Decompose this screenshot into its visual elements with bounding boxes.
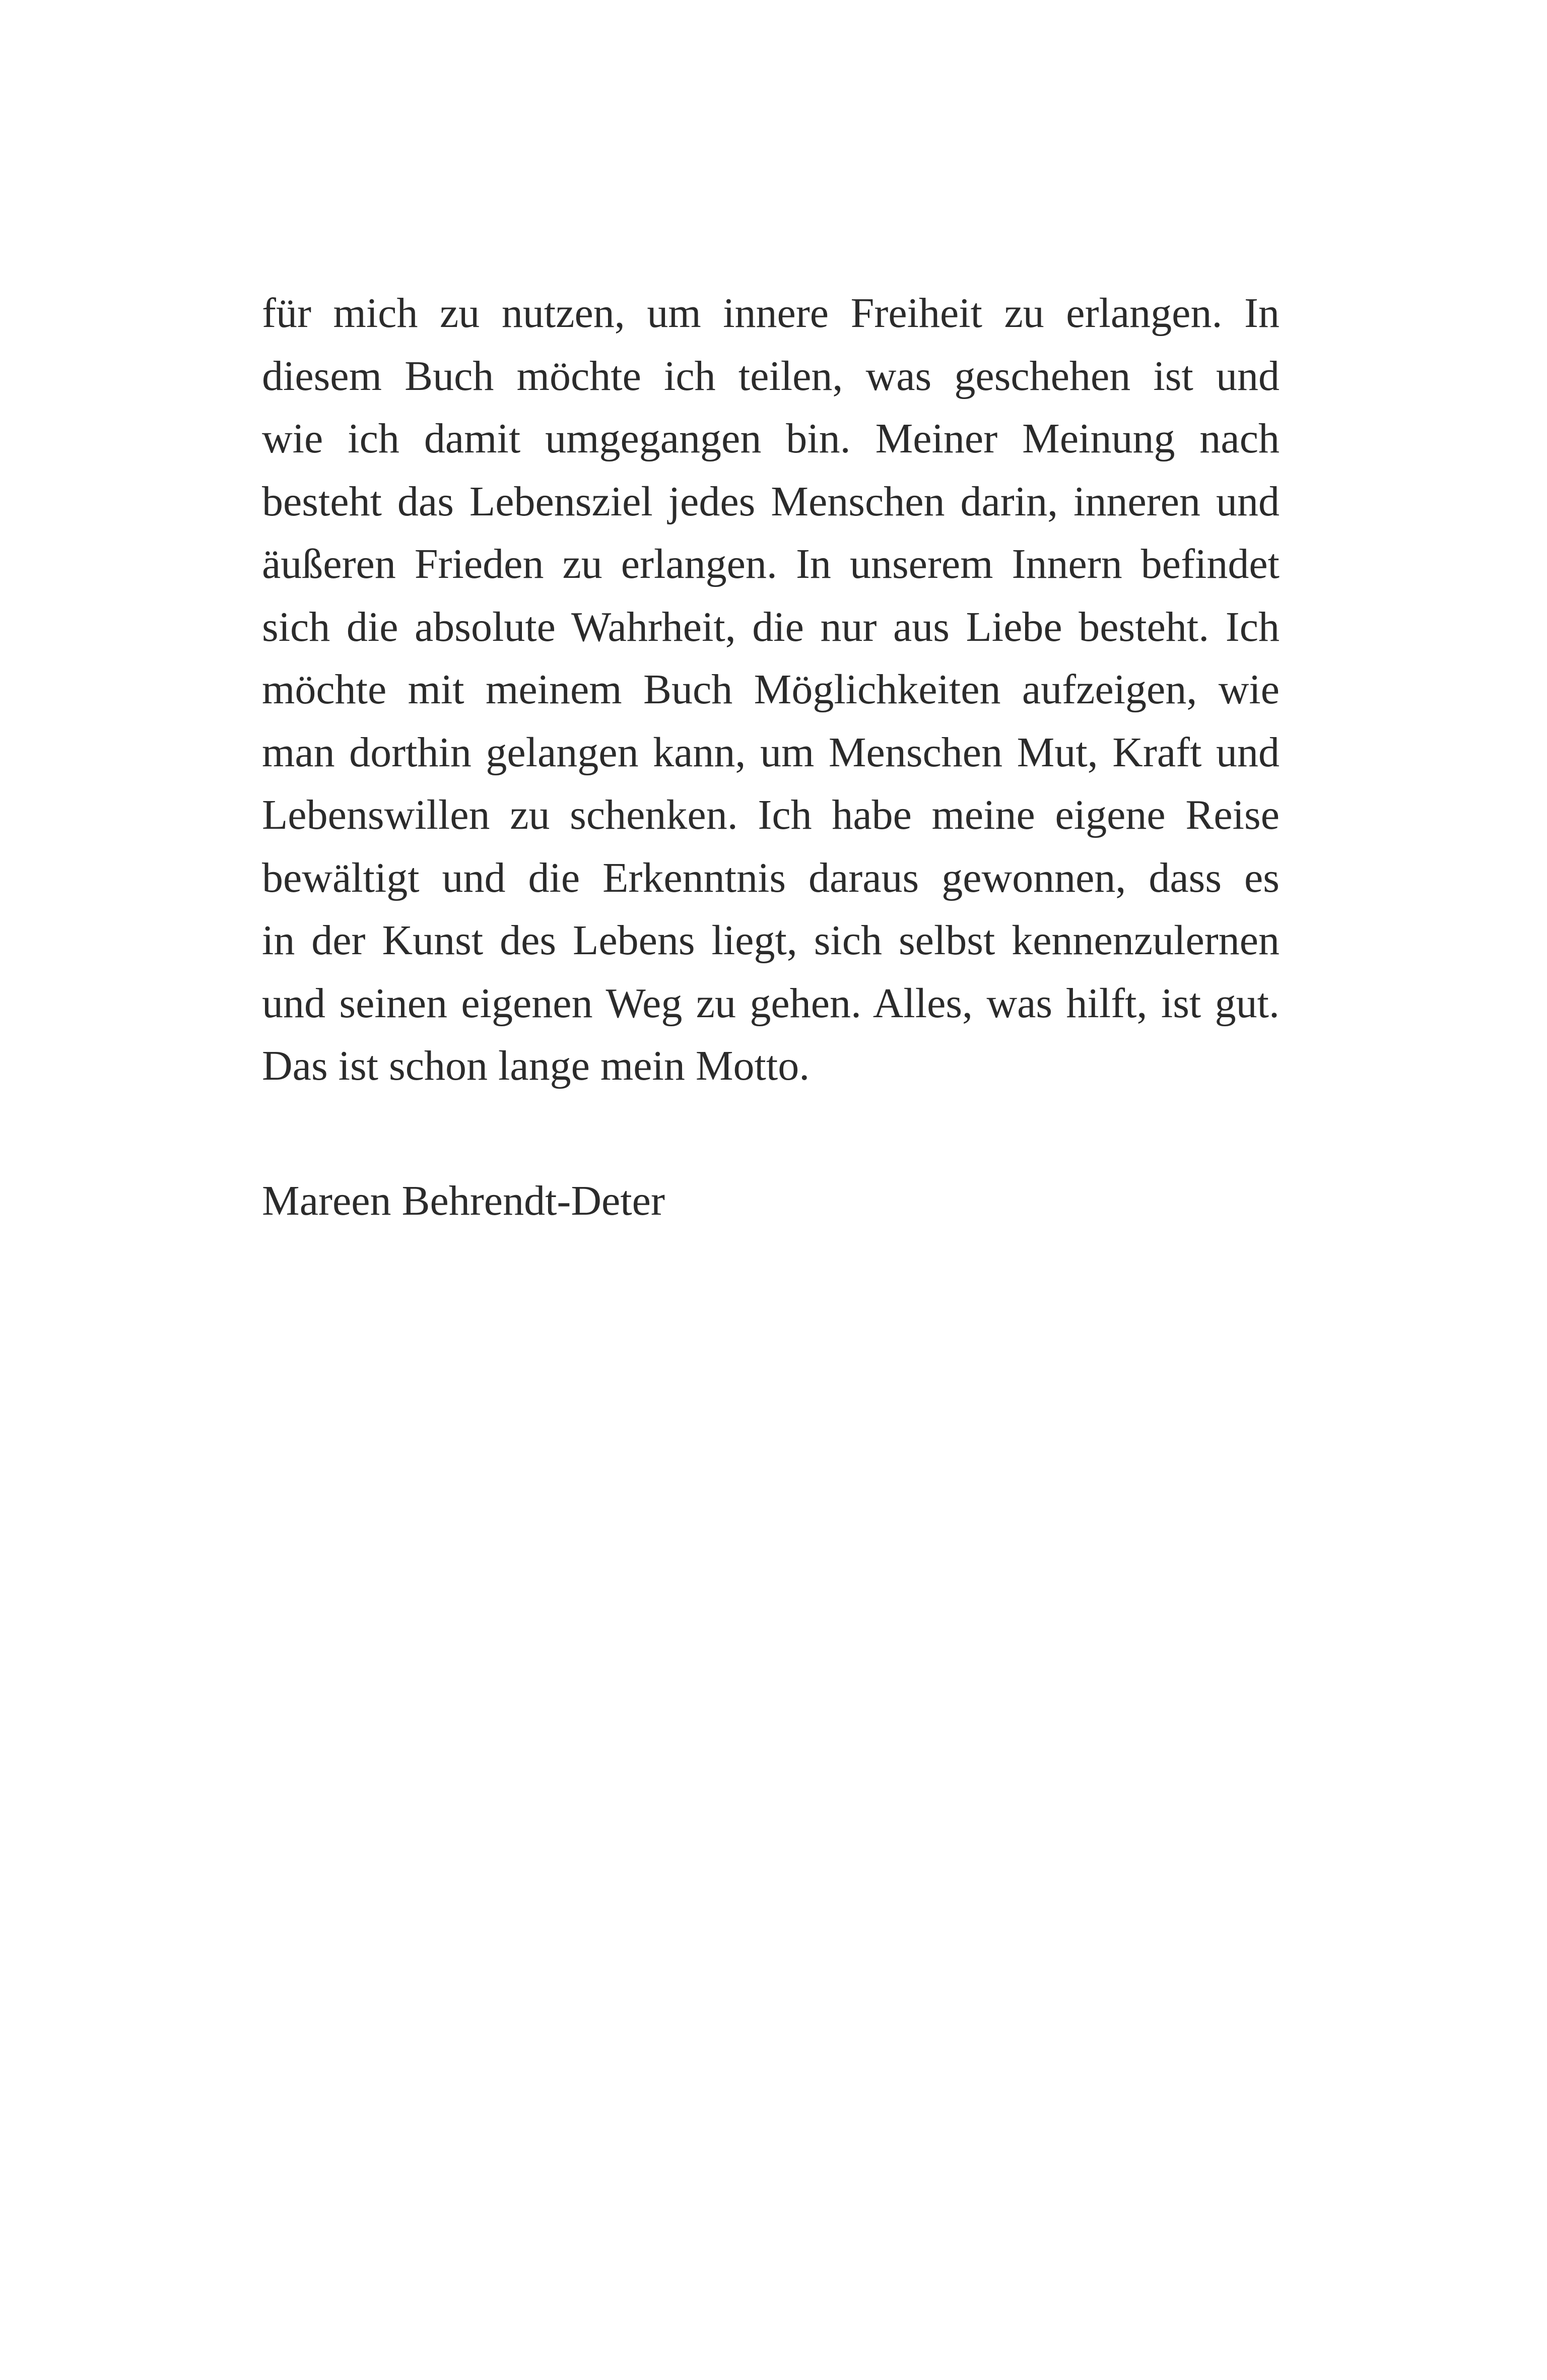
paragraph-line: äußeren Frieden zu erlangen. In unserem Innern befindet [262, 541, 1280, 587]
author-signature: Mareen Behrendt-Deter [262, 1177, 665, 1224]
paragraph-line: und seinen eigenen Weg zu gehen. Alles, was hilft, ist gut. [262, 979, 1280, 1027]
paragraph-line: diesem Buch möchte ich teilen, was geschehen ist und [262, 352, 1280, 400]
body-paragraph [262, 282, 1280, 1098]
paragraph-line: besteht das Lebensziel jedes Menschen darin, inneren und [262, 478, 1280, 525]
paragraph-line: wie ich damit umgegangen bin. Meiner Meinung nach [262, 415, 1280, 462]
paragraph-line: sich die absolute Wahrheit, die nur aus Liebe besteht. Ich [262, 603, 1280, 650]
paragraph-line: bewältigt und die Erkenntnis daraus gewonnen, dass es [262, 854, 1280, 901]
paragraph-line: für mich zu nutzen, um innere Freiheit zu erlangen. In [262, 290, 1280, 337]
paragraph-line: in der Kunst des Lebens liegt, sich selbst kennenzulernen [262, 917, 1280, 964]
paragraph-line: Lebenswillen zu schenken. Ich habe meine eigene Reise [262, 791, 1280, 838]
paragraph-line: möchte mit meinem Buch Möglichkeiten aufzeigen, wie [262, 666, 1280, 713]
paragraph-line: man dorthin gelangen kann, um Menschen Mut, Kraft und [262, 729, 1280, 776]
paragraph-last-line: Das ist schon lange mein Motto. [262, 1042, 810, 1089]
